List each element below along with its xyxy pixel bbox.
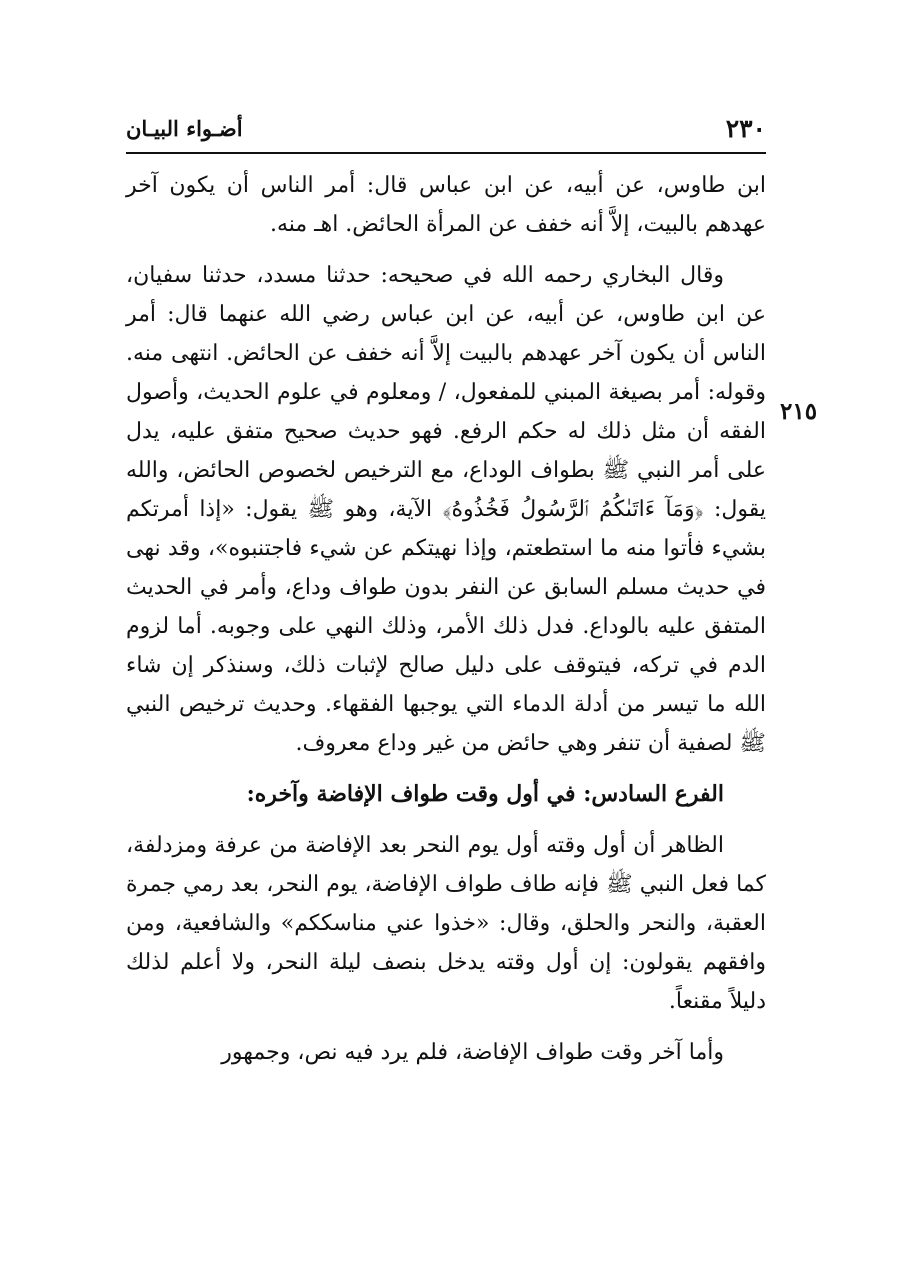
paragraph-ifada-start: الظاهر أن أول وقته أول يوم النحر بعد الإفاضة من عرفة ومزدلفة، كما فعل النبي ﷺ فإنه طاف طواف الإفاضة، يوم النحر، بعد رمي جمرة العقبة، والنحر والحلق، وقال: «خذوا عني مناسككم» والشافعية، ومن وافقهم يقولون: إن أول وقته يدخل بنصف ليلة النحر، ولا أعلم لذلك دليلاً مقنعاً. [126, 833, 766, 1014]
book-title: أضـواء البيـان [126, 116, 243, 141]
page-header [126, 108, 766, 154]
page-body [126, 166, 766, 1072]
paragraph-bukhari: وقال البخاري رحمه الله في صحيحه: حدثنا مسدد، حدثنا سفيان، عن ابن طاوس، عن أبيه، عن ابن عباس رضي الله عنهما قال: أمر الناس أن يكون آخر عهدهم بالبيت إلاَّ أنه خفف عن الحائض. انتهى منه. وقوله: أمر بصيغة المبني للمفعول، / ومعلوم في علوم الحديث، وأصول الفقه أن مثل ذلك له حكم الرفع. فهو حديث صحيح متفق عليه، يدل على أمر النبي ﷺ بطواف الوداع، مع الترخيص لخصوص الحائض، والله يقول: ﴿وَمَآ ءَاتَىٰكُمُ ٱلرَّسُولُ فَخُذُوهُ﴾ الآية، وهو ﷺ يقول: «إذا أمرتكم بشيء فأتوا منه ما استطعتم، وإذا نهيتكم عن شيء فاجتنبوه»، وقد نهى في حديث مسلم السابق عن النفر بدون طواف وداع، وأمر في الحديث المتفق عليه بالوداع. فدل ذلك الأمر، وذلك النهي على وجوبه. أما لزوم الدم في تركه، فيتوقف على دليل صالح لإثبات ذلك، وسنذكر إن شاء الله ما تيسر من أدلة الدماء التي يوجبها الفقهاء. وحديث ترخيص النبي ﷺ لصفية أن تنفر وهي حائض من غير وداع معروف. [126, 263, 767, 756]
page-number: ٢٣٠ [725, 114, 766, 143]
section-heading: الفرع السادس: في أول وقت طواف الإفاضة وآخره: [246, 781, 724, 807]
paragraph-ifada-end: وأما آخر وقت طواف الإفاضة، فلم يرد فيه نص، وجمهور [221, 1040, 724, 1065]
margin-page-reference: ٢١٥ [780, 398, 818, 425]
paragraph-continuation: ابن طاوس، عن أبيه، عن ابن عباس قال: أمر الناس أن يكون آخر عهدهم بالبيت، إلاَّ أنه خفف عن المرأة الحائض. اهـ منه. [126, 173, 766, 237]
